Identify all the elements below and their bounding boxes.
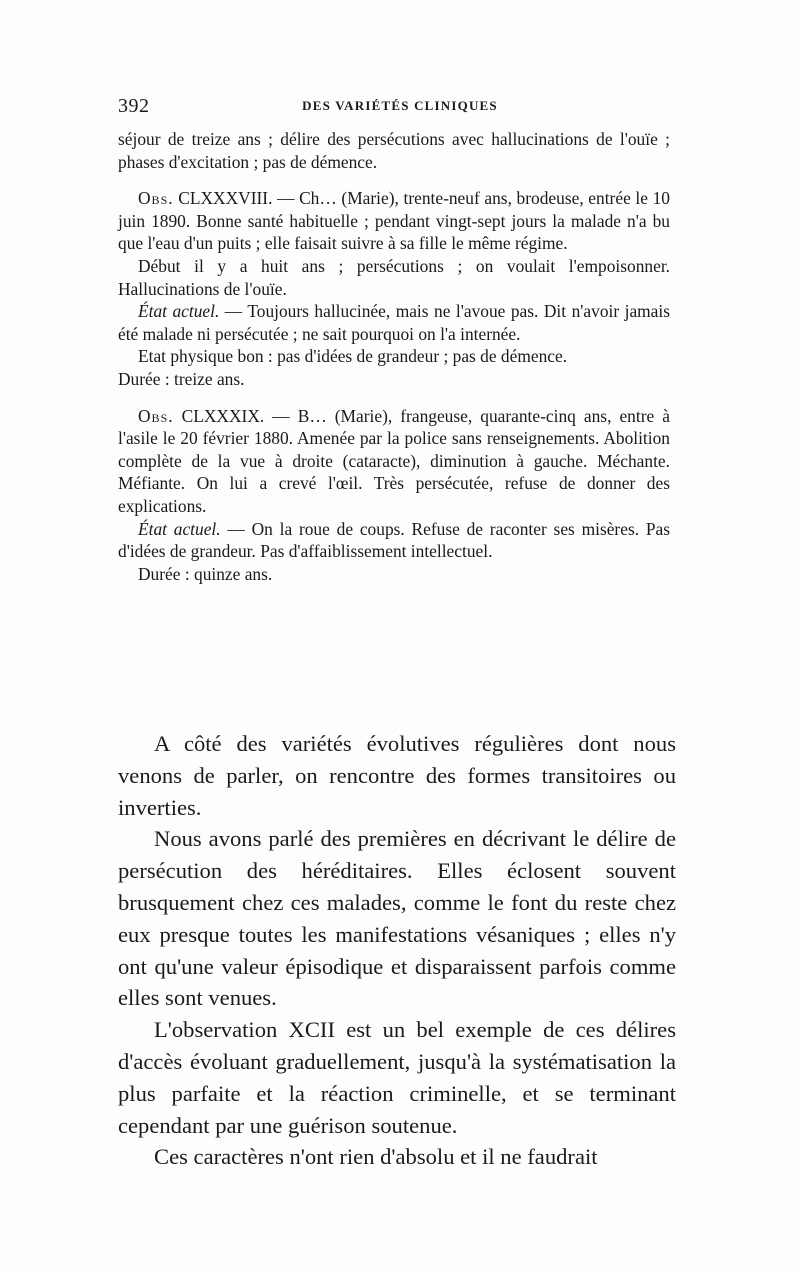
- obs-lead: — B… (Marie), frangeuse, quarante-cinq ans, entre à l'asile le 20 février 1880. Amenée par la police sans renseignements. Abolition complète de la vue à droite (cataracte), diminution à gauche. Méchante. Méfiante. On lui a crevé l'œil. Très persécutée, refuse de donner des explications.: [118, 405, 670, 516]
- observation-189: [118, 405, 670, 518]
- obs-188-physique: Etat physique bon : pas d'idées de grandeur ; pas de démence.: [138, 346, 568, 367]
- obs-188-debut: Début il y a huit ans ; persécutions ; on voulait l'empoisonner. Hallucinations de l'ouïe.: [118, 255, 670, 299]
- main-text: [118, 728, 676, 1173]
- obs-number: CLXXXVIII.: [178, 188, 273, 209]
- obs-number: CLXXXIX.: [181, 405, 265, 426]
- body-paragraph: A côté des variétés évolutives régulières dont nous venons de parler, on rencontre des formes transitoires ou inverties.: [118, 731, 676, 820]
- page-number: 392: [118, 95, 150, 117]
- obs-188-duree: Durée : treize ans.: [118, 368, 245, 389]
- body-paragraph: Nous avons parlé des premières en décrivant le délire de persécution des héréditaires. Elles éclosent souvent brusquement chez ces malades, comme le font du reste chez eux presque toutes les manifestations vésaniques ; elles n'y ont qu'une valeur épisodique et disparaissent parfois comme elles sont venues.: [118, 826, 676, 1011]
- page-header: [118, 95, 682, 119]
- obs-189-etat: [118, 518, 670, 563]
- obs-label: Obs.: [138, 188, 174, 209]
- etat-actuel-label: État actuel.: [138, 518, 221, 539]
- body-paragraph: L'observation XCII est un bel exemple de ces délires d'accès évoluant graduellement, jusqu'à la systématisation la plus parfaite et la réaction criminelle, et se terminant cependant par une guérison soutenue.: [118, 1017, 676, 1138]
- observations-block: [118, 128, 670, 585]
- obs-label: Obs.: [138, 405, 174, 426]
- obs-188-etat: [118, 300, 670, 345]
- intro-text: séjour de treize ans ; délire des persécutions avec hallucinations de l'ouïe ; phases d'excitation ; pas de démence.: [118, 129, 670, 172]
- obs-189-duree: Durée : quinze ans.: [138, 563, 273, 584]
- etat-actuel-text: — On la roue de coups. Refuse de raconter ses misères. Pas d'idées de grandeur. Pas d'affaiblissement intellectuel.: [118, 518, 670, 562]
- etat-actuel-label: État actuel.: [138, 301, 220, 322]
- etat-actuel-text: — Toujours hallucinée, mais ne l'avoue pas. Dit n'avoir jamais été malade ni persécutée ; ne sait pourquoi on l'a internée.: [118, 301, 671, 344]
- obs-lead: — Ch… (Marie), trente-neuf ans, brodeuse, entrée le 10 juin 1890. Bonne santé habituelle ; pendant vingt-sept jours la malade n'a bu que l'eau d'un puits ; elle faisait suivre à sa fille le même régime.: [118, 188, 670, 254]
- body-paragraph: Ces caractères n'ont rien d'absolu et il ne faudrait: [154, 1144, 598, 1170]
- observation-188: [118, 187, 670, 255]
- running-head: DES VARIÉTÉS CLINIQUES: [302, 98, 498, 113]
